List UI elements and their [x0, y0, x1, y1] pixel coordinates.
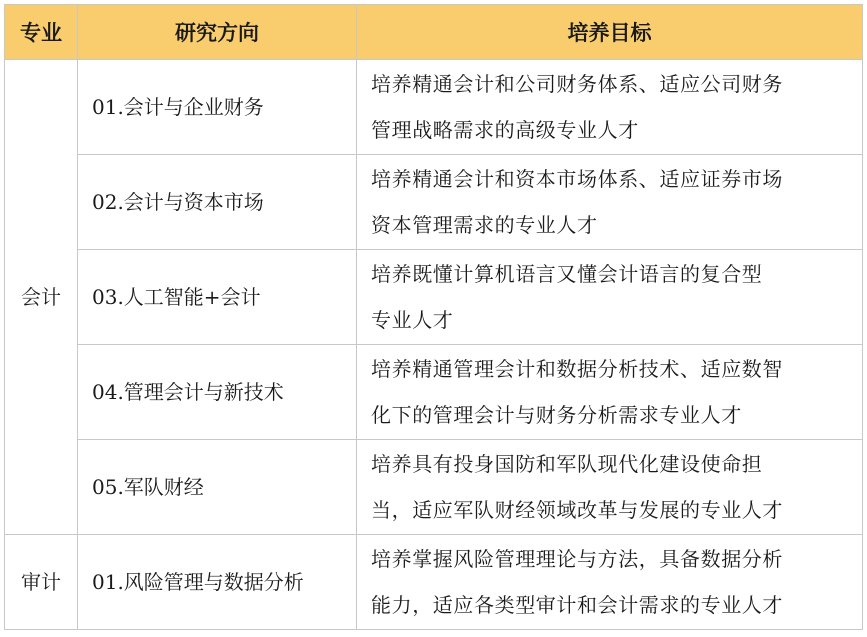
- major-accounting: 会计: [5, 60, 78, 535]
- goal-line: 化下的管理会计与财务分析需求专业人才: [371, 403, 742, 427]
- goal-cell: [357, 155, 863, 250]
- goal-line: 培养精通会计和资本市场体系、适应证券市场: [371, 167, 783, 191]
- direction-cell: 01.风险管理与数据分析: [78, 535, 357, 630]
- direction-cell: 02.会计与资本市场: [78, 155, 357, 250]
- goal-line: 培养精通管理会计和数据分析技术、适应数智: [371, 357, 783, 381]
- table-body: [5, 60, 863, 630]
- major-audit: 审计: [5, 535, 78, 630]
- goal-line: 培养既懂计算机语言又懂会计语言的复合型: [371, 262, 763, 286]
- goal-line: 管理战略需求的高级专业人才: [371, 118, 639, 142]
- direction-cell: 01.会计与企业财务: [78, 60, 357, 155]
- direction-cell: 05.军队财经: [78, 440, 357, 535]
- goal-line: 培养具有投身国防和军队现代化建设使命担: [371, 452, 763, 476]
- direction-cell: 03.人工智能+会计: [78, 250, 357, 345]
- table-row: [5, 250, 863, 345]
- table-row: [5, 440, 863, 535]
- goal-cell: [357, 250, 863, 345]
- goal-line: 专业人才: [371, 308, 454, 332]
- header-row: [5, 5, 863, 60]
- goal-line: 培养精通会计和公司财务体系、适应公司财务: [371, 72, 783, 96]
- goal-cell: [357, 60, 863, 155]
- table-row: [5, 345, 863, 440]
- table-header: [5, 5, 863, 60]
- table-row: [5, 155, 863, 250]
- program-table: [4, 4, 863, 630]
- goal-line: 能力，适应各类型审计和会计需求的专业人才: [371, 593, 783, 617]
- goal-line: 当，适应军队财经领域改革与发展的专业人才: [371, 498, 783, 522]
- goal-line: 培养掌握风险管理理论与方法，具备数据分析: [371, 547, 783, 571]
- header-direction: 研究方向: [78, 5, 357, 60]
- direction-cell: 04.管理会计与新技术: [78, 345, 357, 440]
- goal-line: 资本管理需求的专业人才: [371, 213, 598, 237]
- goal-cell: [357, 345, 863, 440]
- header-major: 专业: [5, 5, 78, 60]
- goal-cell: [357, 440, 863, 535]
- header-goal: 培养目标: [357, 5, 863, 60]
- table-row: [5, 535, 863, 630]
- table-row: [5, 60, 863, 155]
- goal-cell: [357, 535, 863, 630]
